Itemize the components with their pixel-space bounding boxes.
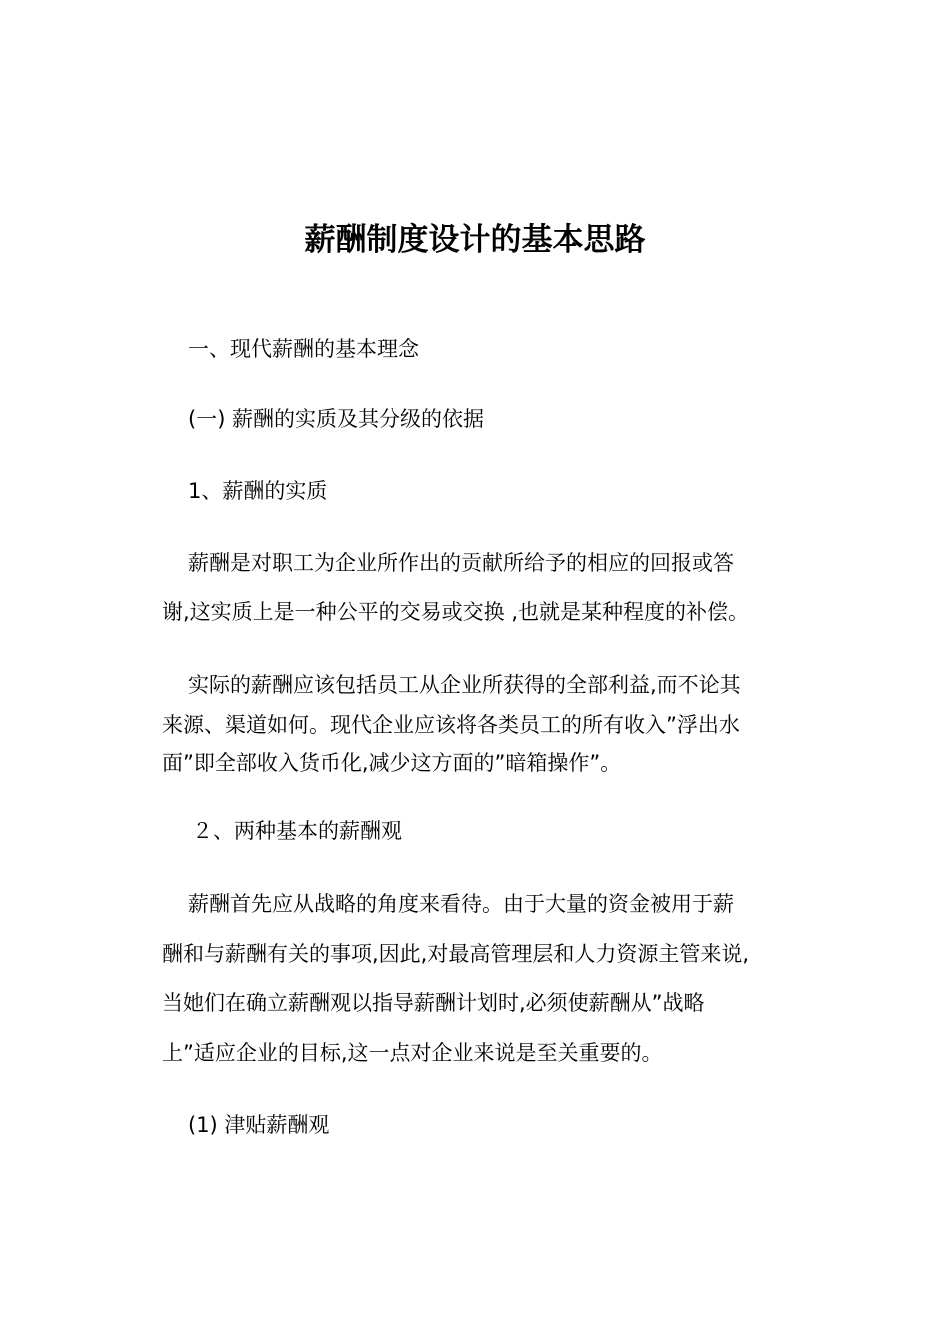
paragraph-line: 酬和与薪酬有关的事项,因此,对最高管理层和人力资源主管来说,: [162, 942, 750, 966]
paragraph-line: 薪酬是对职工为企业所作出的贡献所给予的相应的回报或答: [188, 551, 734, 575]
item-heading-1: 1、薪酬的实质: [188, 479, 328, 503]
section-heading-1: 一、现代薪酬的基本理念: [188, 337, 419, 361]
paragraph-line: 上”适应企业的目标,这一点对企业来说是至关重要的。: [162, 1041, 663, 1065]
paragraph-line: 当她们在确立薪酬观以指导薪酬计划时,必须使薪酬从”战略: [162, 991, 705, 1015]
document-title: 薪酬制度设计的基本思路: [304, 222, 646, 258]
paragraph-line: 实际的薪酬应该包括员工从企业所获得的全部利益,而不论其: [188, 673, 741, 697]
paragraph-line: 面”即全部收入货币化,减少这方面的”暗箱操作”。: [162, 751, 622, 775]
sub-item-heading-1: (1) 津贴薪酬观: [188, 1113, 330, 1137]
subsection-heading-1: (一) 薪酬的实质及其分级的依据: [188, 407, 485, 431]
item-heading-2: ２、两种基本的薪酬观: [192, 819, 402, 843]
paragraph-line: 谢,这实质上是一种公平的交易或交换 ,也就是某种程度的补偿。: [162, 600, 750, 624]
paragraph-line: 来源、渠道如何。现代企业应该将各类员工的所有收入”浮出水: [162, 713, 740, 737]
paragraph-line: 薪酬首先应从战略的角度来看待。由于大量的资金被用于薪: [188, 892, 734, 916]
